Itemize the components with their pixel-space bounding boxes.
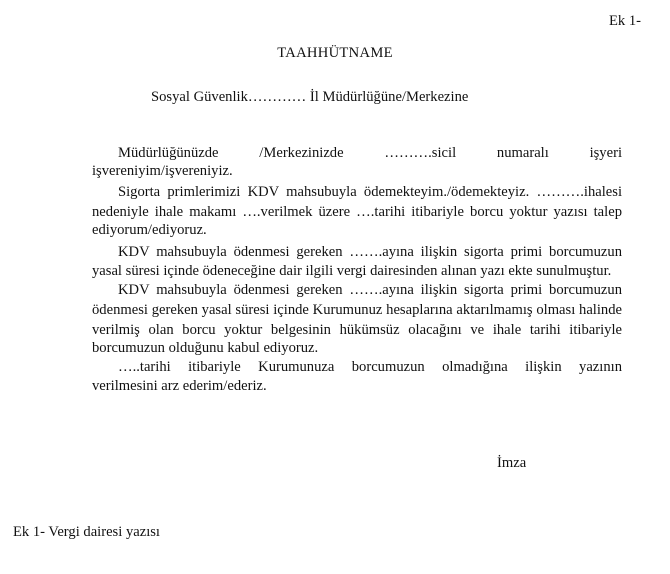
document-title: TAAHHÜTNAME — [277, 45, 393, 61]
body-line-6: KDV mahsubuyla ödenmesi gereken …….ayına ilişkin sigorta primi borcumuzun — [118, 244, 622, 260]
body-line-12: …..tarihi itibariyle Kurumunuza borcumuzun olmadığına ilişkin yazının — [118, 359, 622, 375]
ek-label: Ek 1- — [609, 13, 642, 29]
body-line-10: verilmiş olan borcu yoktur belgesinin hükümsüz olacağını ve ihale tarihi itibariyle — [92, 322, 622, 338]
body-line-8: KDV mahsubuyla ödenmesi gereken …….ayına ilişkin sigorta primi borcumuzun — [118, 282, 622, 298]
body-line-2: işvereniyim/işvereniyiz. — [92, 163, 233, 179]
body-line-9: ödenmesi gereken yasal süresi içinde Kurumunuz hesaplarına aktarılmamış olması halinde — [92, 302, 622, 318]
body-line-13: verilmesini arz ederim/ederiz. — [92, 378, 267, 394]
attachment-note: Ek 1- Vergi dairesi yazısı — [13, 524, 160, 540]
body-line-4: nedeniyle ihale makamı ….verilmek üzere ….tarihi itibariyle borcu yoktur yazısı talep — [92, 204, 622, 220]
signature-label: İmza — [497, 455, 527, 471]
body-line-1: Müdürlüğünüzde /Merkezinizde ……….sicil numaralı işyeri — [118, 145, 622, 161]
body-line-5: ediyorum/ediyoruz. — [92, 222, 207, 238]
body-line-3: Sigorta primlerimizi KDV mahsubuyla ödemekteyim./ödemekteyiz. ……….ihalesi — [118, 184, 622, 200]
body-line-11: borcumuzun olduğunu kabul ediyoruz. — [92, 340, 319, 356]
addressee-line: Sosyal Güvenlik………… İl Müdürlüğüne/Merkezine — [151, 89, 469, 105]
body-line-7: yasal süresi içinde ödeneceğine dair ilgili vergi dairesinden alınan yazı ekte sunulmuştur. — [92, 263, 612, 279]
